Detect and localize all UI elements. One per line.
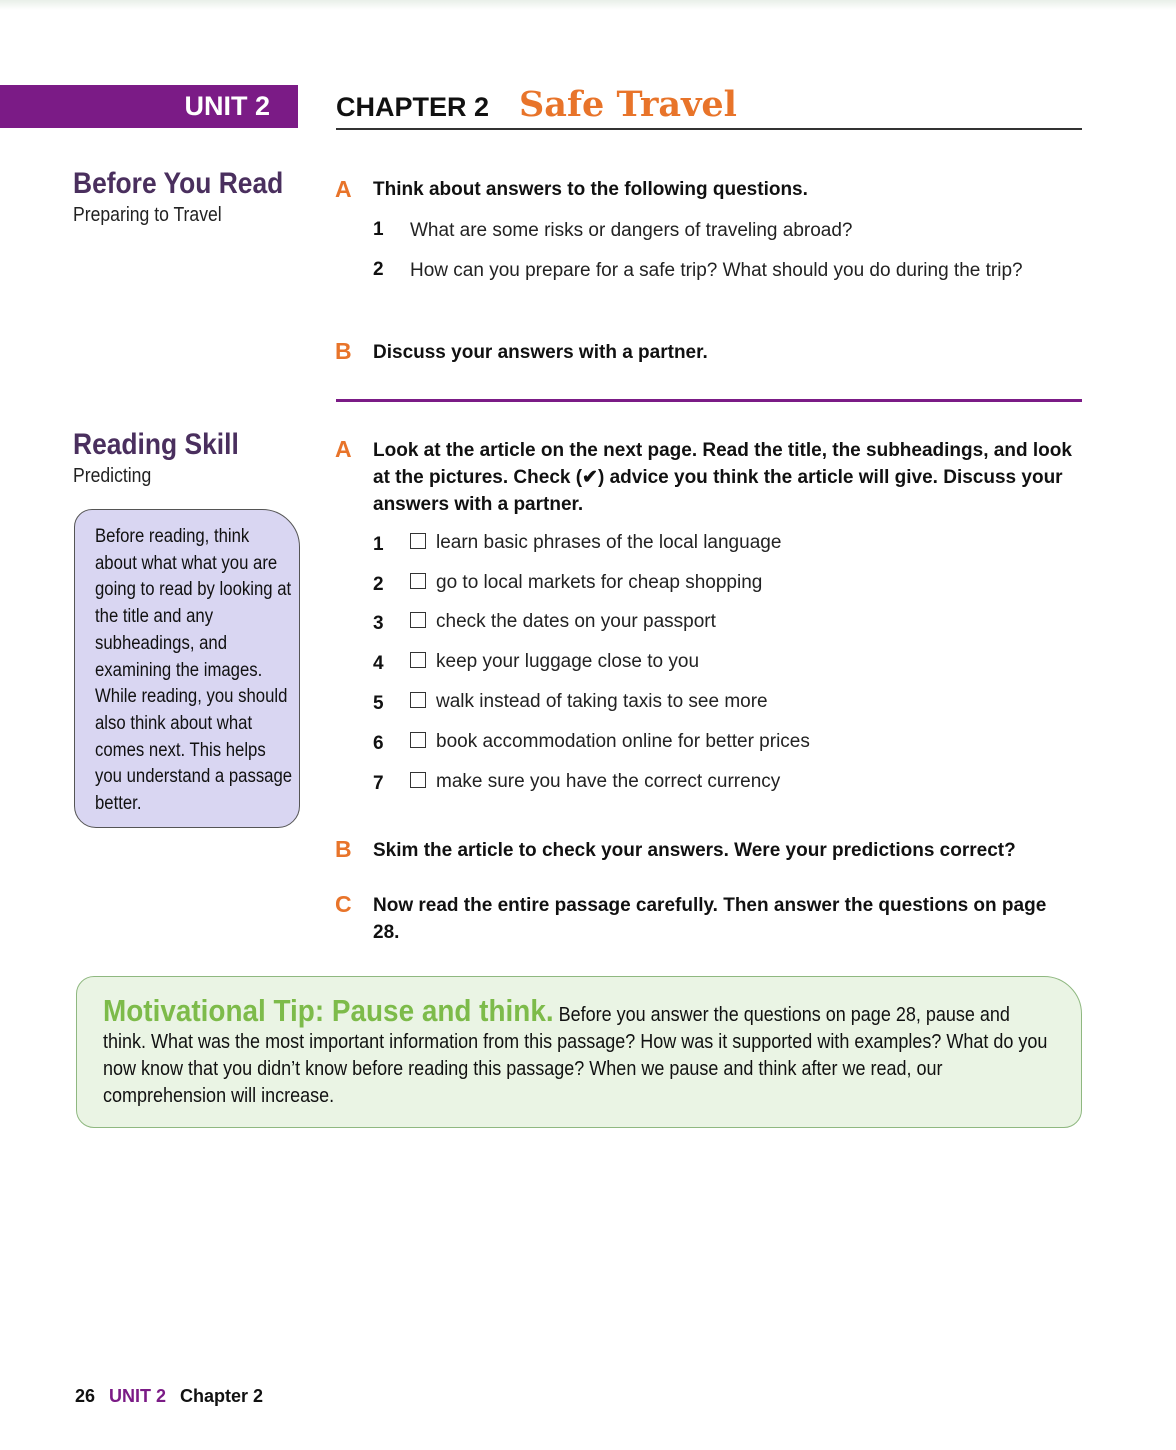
reading-skill-heading: Reading Skill [73, 428, 239, 461]
exercise-a-instruction: Look at the article on the next page. Read the title, the subheadings, and look at the pictures. Check (✔) advice you think the article will give. Discuss your answers with a partner. [373, 440, 1072, 515]
exercise-letter-a: A [335, 176, 352, 202]
checkbox-item[interactable] [410, 731, 810, 753]
before-you-read-heading: Before You Read [73, 167, 284, 200]
checkbox-item[interactable] [410, 771, 780, 793]
motivational-tip-text: Before you answer the questions on page 28, pause and think. What was the most important information from this passage? How was it supported with examples? What do you now know that you didn’t know before reading this passage? When we pause and think after we read, our comprehension will increase. [103, 1004, 1048, 1107]
footer-unit: UNIT 2 [109, 1386, 167, 1406]
before-you-read-subheading: Preparing to Travel [73, 204, 222, 226]
question-number: 1 [373, 219, 384, 240]
item-number: 4 [373, 653, 384, 674]
unit-banner: UNIT 2 [0, 85, 298, 128]
checkbox-label: keep your luggage close to you [436, 651, 700, 672]
exercise-b-instruction: Skim the article to check your answers. Were your predictions correct? [373, 840, 1016, 861]
item-number: 6 [373, 733, 384, 754]
checkbox-item[interactable] [410, 611, 716, 633]
item-number: 2 [373, 574, 384, 595]
motivational-tip-box [76, 976, 1082, 1128]
checkbox[interactable] [410, 692, 426, 708]
motivational-tip-heading: Motivational Tip: Pause and think. [103, 993, 554, 1028]
question-number: 2 [373, 259, 384, 280]
checkbox[interactable] [410, 732, 426, 748]
item-number: 5 [373, 693, 384, 714]
footer-chapter: Chapter 2 [180, 1386, 264, 1406]
top-scan-strip [0, 0, 1176, 10]
reading-skill-box [74, 509, 300, 828]
exercise-a-instruction: Think about answers to the following questions. [373, 179, 808, 200]
question-text: What are some risks or dangers of traveling abroad? [410, 220, 853, 241]
checkbox-label: go to local markets for cheap shopping [436, 572, 763, 593]
checkbox[interactable] [410, 612, 426, 628]
exercise-b-instruction: Discuss your answers with a partner. [373, 342, 708, 363]
checkbox-label: make sure you have the correct currency [436, 771, 781, 792]
exercise-letter-c: C [335, 891, 352, 917]
checkbox-label: check the dates on your passport [436, 611, 716, 632]
page-number: 26 [75, 1386, 96, 1406]
reading-skill-subheading: Predicting [73, 465, 152, 487]
page-footer [75, 1386, 263, 1407]
question-text: How can you prepare for a safe trip? What should you do during the trip? [410, 260, 1023, 281]
checkbox[interactable] [410, 533, 426, 549]
section-divider [336, 399, 1082, 402]
chapter-label: CHAPTER 2 [336, 92, 490, 122]
exercise-c-instruction: Now read the entire passage carefully. Then answer the questions on page 28. [373, 895, 1047, 943]
checkbox-item[interactable] [410, 691, 768, 713]
checkbox[interactable] [410, 652, 426, 668]
checkbox-label: walk instead of taking taxis to see more [436, 691, 768, 712]
item-number: 1 [373, 534, 384, 555]
checkbox-item[interactable] [410, 651, 699, 673]
exercise-letter-b: B [335, 338, 352, 364]
motivational-tip-content [103, 993, 1057, 1110]
item-number: 7 [373, 773, 384, 794]
exercise-letter-a: A [335, 436, 352, 462]
chapter-title: Safe Travel [519, 84, 737, 125]
reading-skill-text: Before reading, think about what what you are going to read by looking at the title and any subheadings, and examining the images. While reading, you should also think about what comes next. This helps you understand a passage better. [95, 526, 293, 815]
checkbox[interactable] [410, 772, 426, 788]
checkbox-label: book accommodation online for better prices [436, 731, 810, 752]
checkbox-label: learn basic phrases of the local language [436, 532, 782, 553]
checkbox[interactable] [410, 573, 426, 589]
checkbox-item[interactable] [410, 532, 781, 554]
chapter-header [336, 84, 1082, 130]
checkbox-item[interactable] [410, 572, 762, 594]
exercise-letter-b: B [335, 836, 352, 862]
item-number: 3 [373, 613, 384, 634]
